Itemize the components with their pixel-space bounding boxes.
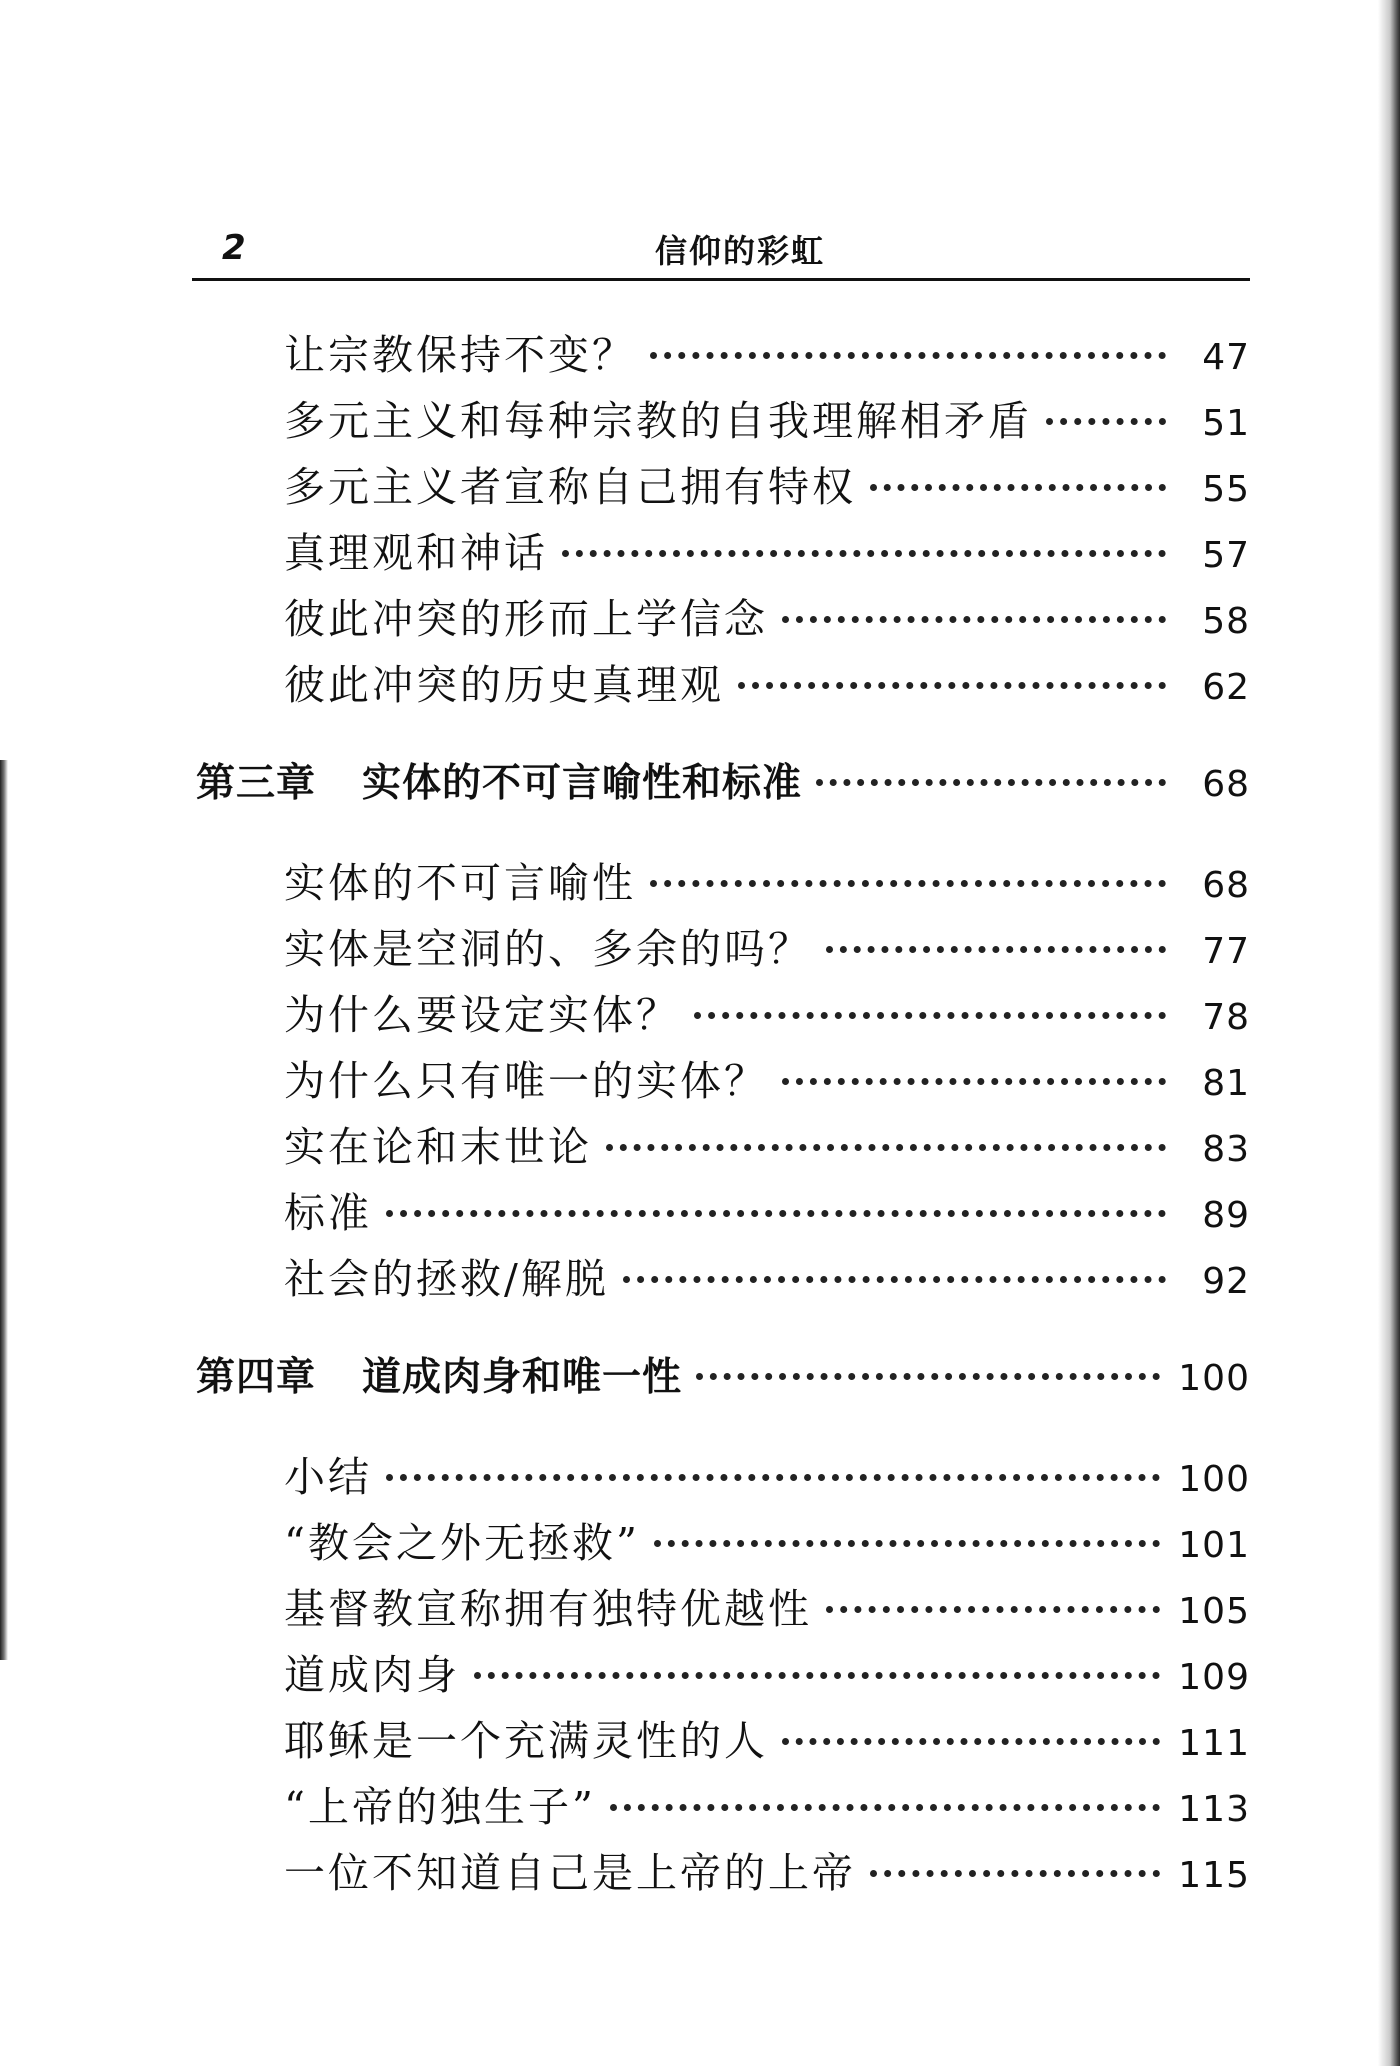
chapter-number: 第四章 [196, 1355, 317, 1400]
scan-shadow-left [0, 760, 8, 1660]
toc-entry [284, 586, 1250, 645]
toc-entry-page: 77 [1202, 931, 1250, 972]
dot-leader [610, 1804, 1160, 1811]
toc-entry-page: 115 [1178, 1855, 1250, 1896]
toc-entry-title: 真理观和神话 [284, 529, 548, 577]
dot-leader [623, 1276, 1166, 1283]
dot-leader [562, 550, 1166, 557]
toc-entry-page: 113 [1178, 1789, 1250, 1830]
toc-entry-page: 83 [1202, 1129, 1250, 1170]
dot-leader [782, 1738, 1160, 1745]
toc-entry [284, 850, 1250, 909]
dot-leader [1046, 418, 1166, 425]
dot-leader [696, 1373, 1160, 1380]
dot-leader [650, 352, 1166, 359]
toc-entry-title: 实体的不可言喻性 [284, 859, 636, 907]
toc-entry-page: 78 [1202, 997, 1250, 1038]
toc-entry [284, 1048, 1250, 1107]
toc-entry [284, 916, 1250, 975]
toc-entry [284, 454, 1250, 513]
toc-entry [284, 1246, 1250, 1305]
toc-entry-page: 105 [1178, 1591, 1250, 1632]
dot-leader [826, 946, 1166, 953]
toc-entry-page: 68 [1202, 764, 1250, 805]
toc-entry-title: 让宗教保持不变？ [284, 331, 636, 379]
chapter-number: 第三章 [196, 761, 317, 806]
toc-entry-title: 基督教宣称拥有独特优越性 [284, 1585, 812, 1633]
dot-leader [474, 1672, 1160, 1679]
toc-entry-title: 彼此冲突的历史真理观 [284, 661, 724, 709]
toc-entry-title: 实体是空洞的、多余的吗？ [284, 925, 812, 973]
toc-entry [284, 1774, 1250, 1833]
toc-chapter [196, 752, 1250, 808]
toc-entry [284, 1510, 1250, 1569]
toc-entry-page: 109 [1178, 1657, 1250, 1698]
dot-leader [870, 1870, 1160, 1877]
toc-entry-title: 一位不知道自己是上帝的上帝 [284, 1849, 856, 1897]
dot-leader [826, 1606, 1160, 1613]
toc-entry-title: 道成肉身 [284, 1651, 460, 1699]
toc-entry-title: 多元主义和每种宗教的自我理解相矛盾 [284, 397, 1032, 445]
toc-entry [284, 1114, 1250, 1173]
chapter-title: 道成肉身和唯一性 [362, 1355, 683, 1400]
toc-entry-page: 68 [1202, 865, 1250, 906]
toc-entry-page: 58 [1202, 601, 1250, 642]
toc-entry-page: 89 [1202, 1195, 1250, 1236]
scan-edge-right [1378, 0, 1400, 2066]
toc-entry-title: “教会之外无拯救” [284, 1519, 640, 1567]
toc-entry-title: 标准 [284, 1189, 372, 1237]
toc-entry-page: 51 [1202, 403, 1250, 444]
toc-entry-title: 彼此冲突的形而上学信念 [284, 595, 768, 643]
toc-entry [284, 652, 1250, 711]
running-title: 信仰的彩虹 [654, 232, 825, 270]
toc-entry [284, 1840, 1250, 1899]
toc-entry [284, 1180, 1250, 1239]
dot-leader [816, 779, 1166, 786]
dot-leader [386, 1210, 1166, 1217]
toc-entry [284, 322, 1250, 381]
toc-entry-page: 100 [1178, 1459, 1250, 1500]
toc-entry [284, 1642, 1250, 1701]
dot-leader [694, 1012, 1166, 1019]
toc-entry-title: 为什么只有唯一的实体？ [284, 1057, 768, 1105]
toc-entry-title: 耶稣是一个充满灵性的人 [284, 1717, 768, 1765]
toc-entry-title: 为什么要设定实体？ [284, 991, 680, 1039]
dot-leader [650, 880, 1166, 887]
toc-entry [284, 1576, 1250, 1635]
dot-leader [654, 1540, 1160, 1547]
chapter-title: 实体的不可言喻性和标准 [362, 761, 803, 806]
dot-leader [386, 1474, 1160, 1481]
toc-entry [284, 388, 1250, 447]
toc-chapter [196, 1346, 1250, 1402]
dot-leader [870, 484, 1166, 491]
dot-leader [738, 682, 1166, 689]
toc-entry-page: 101 [1178, 1525, 1250, 1566]
dot-leader [782, 1078, 1166, 1085]
toc-entry-page: 111 [1178, 1723, 1250, 1764]
toc-entry [284, 1444, 1250, 1503]
header-rule [192, 278, 1250, 281]
toc-entry-page: 81 [1202, 1063, 1250, 1104]
dot-leader [782, 616, 1166, 623]
page-number: 2 [222, 228, 246, 268]
toc-entry-title: 实在论和末世论 [284, 1123, 592, 1171]
toc-entry-title: 多元主义者宣称自己拥有特权 [284, 463, 856, 511]
toc-entry [284, 1708, 1250, 1767]
toc-entry-page: 55 [1202, 469, 1250, 510]
toc-entry-title: 社会的拯救/解脱 [284, 1255, 609, 1303]
toc-entry [284, 982, 1250, 1041]
toc-entry-page: 62 [1202, 667, 1250, 708]
toc-entry-page: 47 [1202, 337, 1250, 378]
dot-leader [606, 1144, 1166, 1151]
toc-entry-page: 57 [1202, 535, 1250, 576]
toc-entry-title: 小结 [284, 1453, 372, 1501]
toc-entry-page: 100 [1178, 1358, 1250, 1399]
toc-entry [284, 520, 1250, 579]
toc-entry-title: “上帝的独生子” [284, 1783, 596, 1831]
toc-entry-page: 92 [1202, 1261, 1250, 1302]
